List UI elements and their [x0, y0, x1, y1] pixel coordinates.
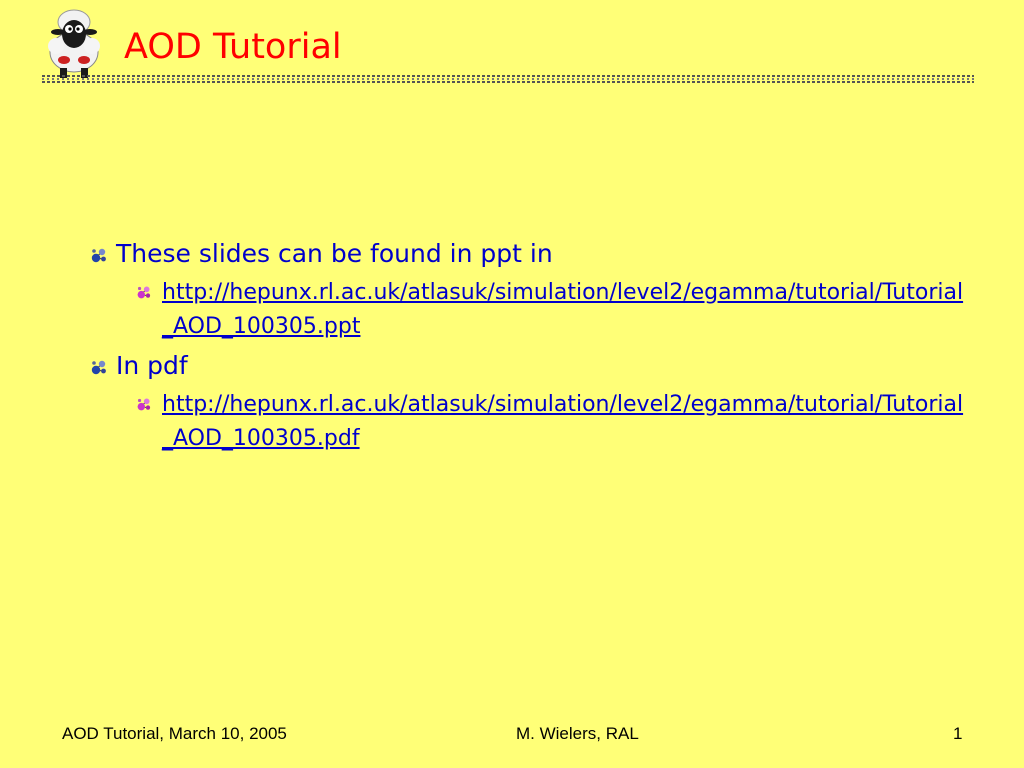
footer-author: M. Wielers, RAL [516, 724, 639, 743]
molecule-bullet-icon [136, 284, 152, 300]
footer-page-number: 1 [953, 724, 963, 743]
sub-bullet-ppt [136, 276, 970, 344]
slide-content [90, 236, 970, 460]
molecule-bullet-icon [90, 246, 108, 264]
bullet-pdf [90, 348, 970, 384]
sheep-mascot-icon [40, 4, 108, 80]
ppt-link[interactable]: http://hepunx.rl.ac.uk/atlasuk/simulation/level2/egamma/tutorial/Tutorial_AOD_100305.ppt [162, 280, 964, 339]
footer-date: AOD Tutorial, March 10, 2005 [62, 724, 287, 743]
title-underline-rule [42, 74, 974, 84]
sub-bullet-pdf [136, 388, 970, 456]
molecule-bullet-icon [136, 396, 152, 412]
bullet-ppt-text: These slides can be found in ppt in [116, 239, 553, 268]
pdf-link[interactable]: http://hepunx.rl.ac.uk/atlasuk/simulation/level2/egamma/tutorial/Tutorial_AOD_100305.pdf [162, 392, 964, 451]
bullet-pdf-text: In pdf [116, 351, 188, 380]
slide-title: AOD Tutorial [124, 27, 342, 67]
bullet-ppt [90, 236, 970, 272]
molecule-bullet-icon [90, 358, 108, 376]
